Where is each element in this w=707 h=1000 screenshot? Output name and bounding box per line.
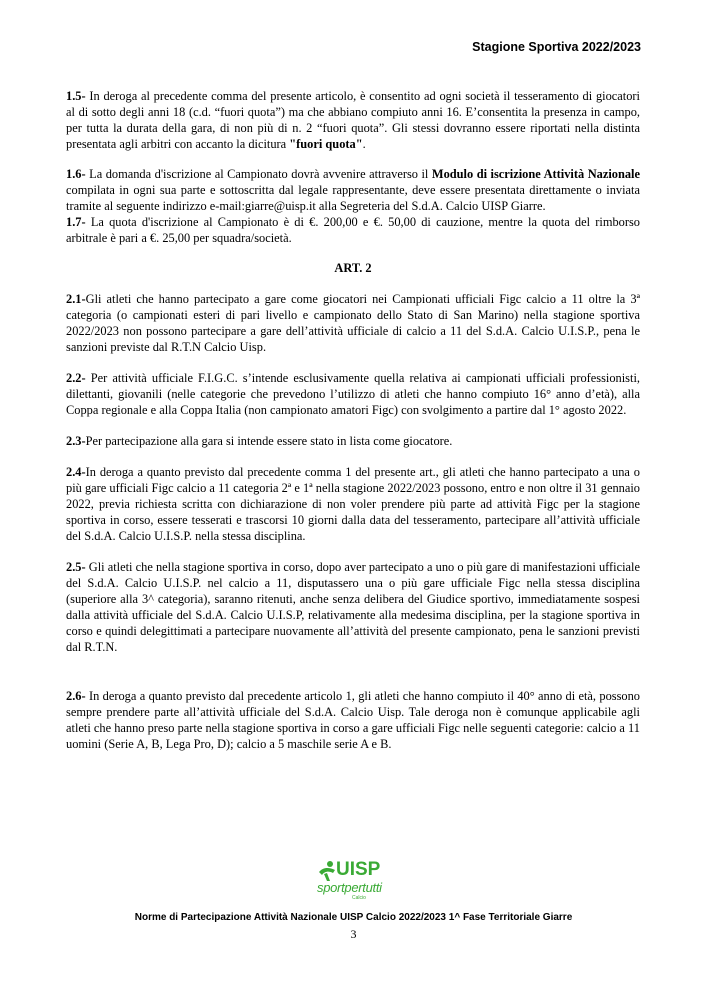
- paragraph-number: 2.5-: [66, 560, 86, 574]
- paragraph-text: Gli atleti che hanno partecipato a gare come giocatori nei Campionati ufficiali Figc calcio a 11 oltre la 3ª categoria (o campionati esteri di pari livello e campionato dello Stato di San Marino) nella stagione sportiva 2022/2023 non possono partecipare a gare dell’attività ufficiale di calcio a 11 del S.d.A. Calcio U.I.S.P., pena le sanzioni previste dal R.T.N Calcio Uisp.: [66, 292, 640, 354]
- paragraph-number: 1.5-: [66, 89, 86, 103]
- paragraph-number: 1.6-: [66, 167, 86, 181]
- logo-brand: UISP: [336, 859, 381, 880]
- footer-text: Norme di Partecipazione Attività Nazionale UISP Calcio 2022/2023 1^ Fase Territoriale Giarre: [134, 912, 573, 923]
- paragraph-text: In deroga a quanto previsto dal precedente comma 1 del presente art., gli atleti che hanno partecipato a una o più gare ufficiali Figc calcio a 11 categoria 2ª e 1ª nella stagione 2022/2023 possono, entro e non oltre il 31 gennaio 2022, previa richiesta scritta con dichiarazione di non voler prendere più parte ad attività Figc per la stagione sportiva in corso, essere tesserati e trascorsi 10 giorni dalla data del tesseramento, partecipare all’attività ufficiale del S.d.A. Calcio U.I.S.P. nella stessa disciplina.: [66, 465, 640, 543]
- paragraph-text: compilata in ogni sua parte e sottoscritta dal legale rappresentante, deve essere presentata direttamente o inviata tramite al seguente indirizzo e-mail:giarre@uisp.it alla Segreteria del S.d.A. Calcio UISP Giarre.: [66, 183, 640, 213]
- paragraph-2-5: [66, 559, 640, 655]
- paragraph-1-7: [66, 214, 640, 246]
- paragraph-2-2: [66, 370, 640, 418]
- paragraph-2-6: [66, 688, 640, 752]
- paragraph-tail: .: [362, 137, 366, 151]
- paragraph-number: 2.1-: [66, 292, 86, 306]
- paragraph-text: La quota d'iscrizione al Campionato è di €. 200,00 e €. 50,00 di cauzione, mentre la quota del rimborso arbitrale è pari a €. 25,00 per squadra/società.: [66, 215, 640, 245]
- logo-sub: Calcio: [352, 895, 366, 901]
- page-number: 3: [350, 927, 357, 941]
- logo-tagline: sportpertutti: [317, 880, 382, 895]
- paragraph-1-6: [66, 166, 640, 214]
- season-header: Stagione Sportiva 2022/2023: [472, 40, 641, 54]
- paragraph-number: 2.3-: [66, 434, 86, 448]
- paragraph-text: In deroga a quanto previsto dal precedente articolo 1, gli atleti che hanno compiuto il 40° anno di età, possono sempre prendere parte all’attività ufficiale del S.d.A. Calcio Uisp. Tale deroga non è comunque applicabile agli atleti che hanno preso parte nella stagione sportiva in corso a gare ufficiali Figc nelle seguenti categorie: calcio a 11 uomini (Serie A, B, Lega Pro, D); calcio a 5 maschile serie A e B.: [66, 689, 640, 751]
- uisp-logo: [316, 858, 396, 902]
- document-body: [66, 88, 640, 752]
- paragraph-number: 2.2-: [66, 371, 86, 385]
- modulo-iscrizione-emphasis: Modulo di iscrizione Attività Nazionale: [431, 167, 641, 181]
- uisp-runner-icon: [316, 860, 338, 882]
- fuori-quota-emphasis: "fuori quota": [289, 137, 363, 151]
- paragraph-2-1: [66, 291, 640, 355]
- paragraph-text: La domanda d'iscrizione al Campionato dovrà avvenire attraverso il: [85, 167, 432, 181]
- paragraph-number: 1.7-: [66, 215, 86, 229]
- article-2-heading: ART. 2: [334, 261, 372, 275]
- paragraph-text: Per partecipazione alla gara si intende essere stato in lista come giocatore.: [85, 434, 453, 448]
- paragraph-2-4: [66, 464, 640, 544]
- paragraph-number: 2.4-: [66, 465, 86, 479]
- paragraph-2-3: [66, 433, 640, 449]
- paragraph-text: In deroga al precedente comma del presente articolo, è consentito ad ogni società il tesseramento di giocatori al di sotto degli anni 18 (c.d. “fuori quota”) ma che abbiano compiuto anni 16. E’consentita la presenza in campo, per tutta la durata della gara, di non più di n. 2 “fuori quota”. Gli stessi dovranno essere riportati nella distinta presentata agli arbitri con accanto la dicitura: [66, 89, 640, 151]
- paragraph-text: Per attività ufficiale F.I.G.C. s’intende esclusivamente quella relativa ai campionati ufficiali professionisti, dilettanti, giovanili (nelle categorie che prevedono l’utilizzo di atleti che hanno compiuto 16° anno d’età), alla Coppa regionale e alla Coppa Italia (non campionato amatori Figc) con svolgimento a partire dal 1° agosto 2022.: [66, 371, 640, 417]
- paragraph-text: Gli atleti che nella stagione sportiva in corso, dopo aver partecipato a uno o più gare di manifestazioni ufficiale del S.d.A. Calcio U.I.S.P. nel calcio a 11, disputassero una o più gare ufficiale Figc nella stessa disciplina (superiore alla 3^ categoria), saranno ritenuti, anche senza delibera del Giudice sportivo, immediatamente sospesi dalla attività ufficiale del S.d.A. Calcio U.I.S.P, relativamente alla medesima disciplina, per la stagione sportiva in corso e quindi delegittimati a partecipare nuovamente all’attività del presente campionato, pena le sanzioni previsti dal R.T.N.: [66, 560, 640, 654]
- paragraph-1-5: [66, 88, 640, 152]
- paragraph-number: 2.6-: [66, 689, 86, 703]
